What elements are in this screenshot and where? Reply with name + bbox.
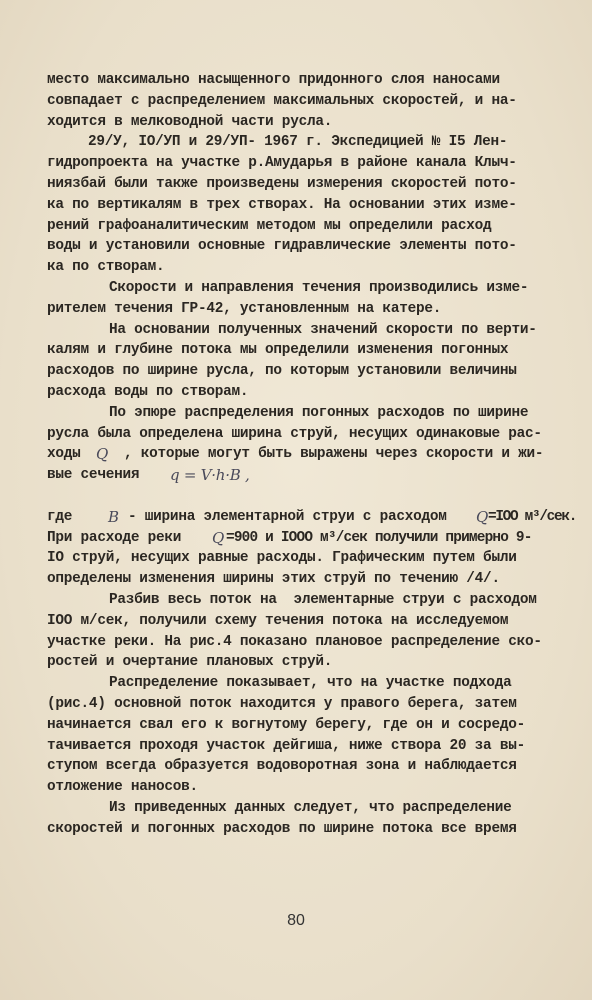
text-line — [0, 132, 592, 153]
text-line — [0, 507, 592, 528]
text-span: рителем течения ГР-42, установленным на катере. — [47, 300, 442, 317]
text-span: тачивается проходя участок дейгиша, ниже створа 20 за вы- — [47, 737, 525, 754]
text-span: калям и глубине потока мы определили изменения погонных — [47, 342, 509, 359]
text-span: Распределение показывает, что на участке подхода — [109, 675, 512, 692]
handwritten-formula: q = V·h·B , — [170, 466, 250, 485]
text-line — [0, 236, 592, 257]
text-span: участке реки. На рис.4 показано плановое распределение ско- — [47, 633, 542, 650]
handwritten-symbol: Q — [476, 507, 489, 526]
text-span: ходы — [47, 446, 81, 463]
text-span: ка по створам. — [47, 259, 165, 276]
text-span: совпадает с распределением максимальных скоростей, и на- — [47, 92, 517, 109]
text-span: место максимально насыщенного придонного слоя наносами — [47, 72, 500, 88]
text-span: ходится в мелководной части русла. — [47, 113, 333, 130]
text-span: При расходе реки — [47, 529, 182, 546]
text-line — [0, 652, 592, 673]
text-line — [0, 424, 592, 445]
text-line — [0, 756, 592, 777]
text-span: начинается свал его к вогнутому берегу, где он и сосредо- — [47, 716, 525, 733]
text-line — [0, 382, 592, 403]
text-span: отложение наносов. — [47, 779, 198, 796]
text-line — [0, 548, 592, 569]
text-line — [0, 153, 592, 174]
text-line — [0, 715, 592, 736]
text-line — [0, 216, 592, 237]
text-line — [0, 798, 592, 819]
text-span: скоростей и погонных расходов по ширине потока все время — [47, 820, 517, 837]
text-line — [0, 777, 592, 798]
text-line — [0, 70, 592, 91]
text-span: определены изменения ширины этих струй по течению /4/. — [47, 571, 500, 588]
text-line — [0, 673, 592, 694]
text-span: Скорости и направления течения производились изме- — [109, 279, 529, 296]
body-text — [0, 70, 592, 839]
text-span: ростей и очертание плановых струй. — [47, 654, 333, 671]
text-span: где — [47, 508, 73, 525]
text-line — [0, 590, 592, 611]
text-span: вые сечения — [47, 467, 140, 484]
handwritten-symbol: B — [108, 507, 119, 526]
text-span: IOO м/сек, получили схему течения потока на исследуемом — [47, 612, 509, 629]
text-line — [0, 632, 592, 653]
text-line — [0, 340, 592, 361]
text-span: =900 и IOOO м³/сек получили примерно 9- — [226, 529, 532, 546]
text-line — [0, 403, 592, 424]
handwritten-symbol: Q — [96, 445, 109, 464]
text-line — [0, 174, 592, 195]
text-line — [0, 444, 592, 465]
text-span: , которые могут быть выражены через скорости и жи- — [124, 446, 544, 463]
text-line — [0, 528, 592, 549]
text-span: русла была определена ширина струй, несущих одинаковые рас- — [47, 425, 542, 442]
text-line — [0, 195, 592, 216]
text-line — [0, 694, 592, 715]
text-span: =IOO м³/сек. — [488, 508, 577, 525]
text-line — [0, 91, 592, 112]
blank-line — [0, 486, 592, 507]
text-span: Разбив весь поток на элементарные струи с расходом — [109, 591, 537, 608]
text-span: расхода воды по створам. — [47, 383, 249, 400]
text-span: - ширина элементарной струи с расходом — [128, 508, 447, 525]
text-line — [0, 278, 592, 299]
text-span: рений графоаналитическим методом мы определили расход — [47, 217, 492, 234]
text-span: (рис.4) основной поток находится у правого берега, затем — [47, 695, 517, 712]
text-span: Из приведенных данных следует, что распределение — [109, 799, 512, 816]
text-line — [0, 611, 592, 632]
text-span: воды и установили основные гидравлические элементы пото- — [47, 238, 517, 255]
page-number: 80 — [287, 912, 305, 929]
text-line — [0, 465, 592, 486]
text-span: расходов по ширине русла, по которым установили величины — [47, 363, 517, 380]
text-line — [0, 320, 592, 341]
text-span: гидропроекта на участке р.Амударья в районе канала Клыч- — [47, 155, 517, 172]
text-line — [0, 257, 592, 278]
text-line — [0, 361, 592, 382]
text-span: ниязбай были также произведены измерения скоростей пото- — [47, 175, 517, 192]
text-span: На основании полученных значений скорости по верти- — [109, 321, 537, 338]
text-line — [0, 819, 592, 840]
text-span: 29/У, IO/УП и 29/УП- 1967 г. Экспедицией № I5 Лен- — [88, 134, 508, 151]
text-span: IO струй, несущих равные расходы. Графическим путем были — [47, 550, 517, 567]
text-line — [0, 736, 592, 757]
text-line — [0, 569, 592, 590]
text-span: ка по вертикалям в трех створах. На основании этих изме- — [47, 196, 517, 213]
text-span: По эпюре распределения погонных расходов по ширине — [109, 404, 529, 421]
handwritten-symbol: Q — [212, 528, 225, 547]
text-line — [0, 112, 592, 133]
text-line — [0, 299, 592, 320]
text-span: ступом всегда образуется водоворотная зона и наблюдается — [47, 758, 517, 775]
